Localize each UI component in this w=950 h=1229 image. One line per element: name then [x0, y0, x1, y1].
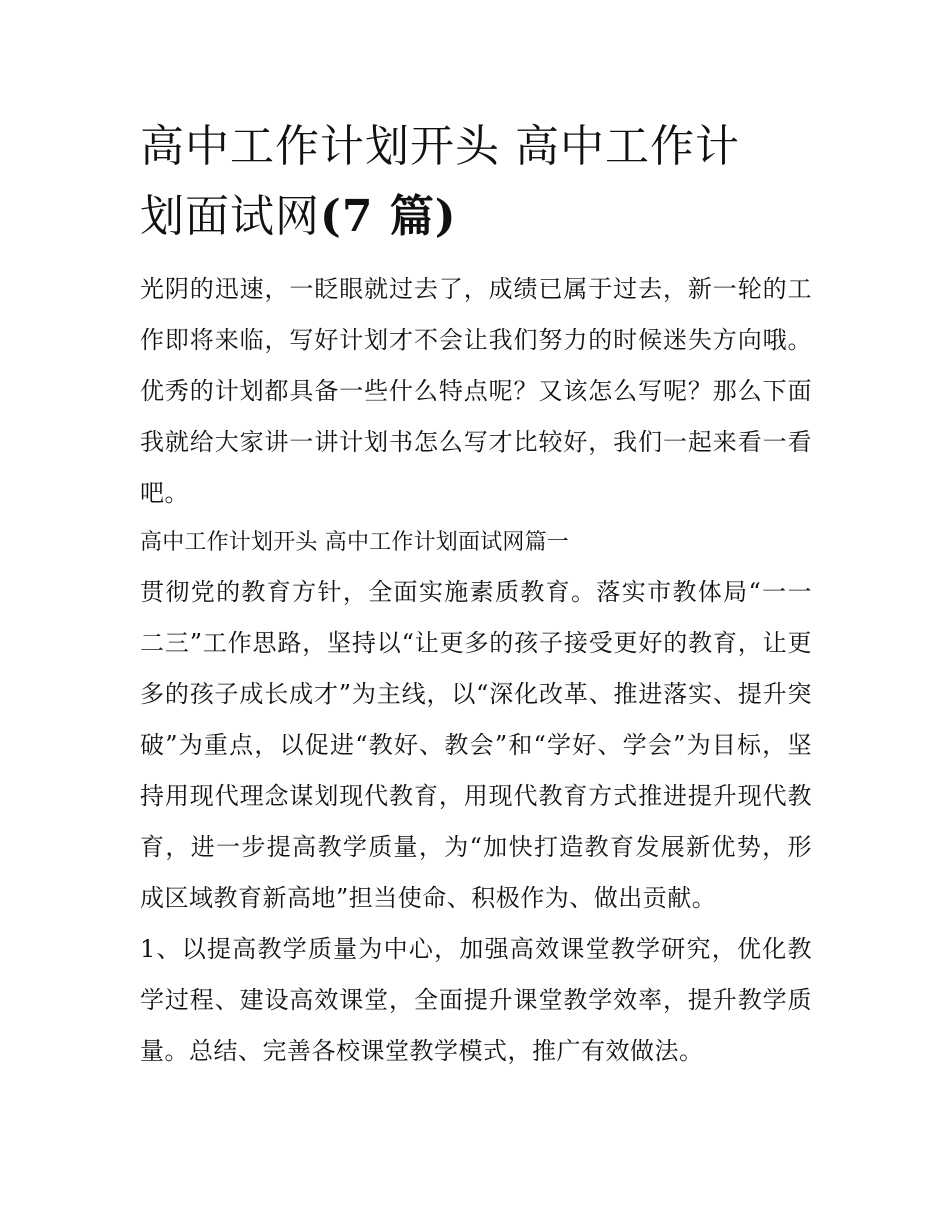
document-content — [140, 112, 812, 1077]
intro-paragraph: 光阴的迅速，一眨眼就过去了，成绩已属于过去，新一轮的工作即将来临，写好计划才不会让我们努力的时候迷失方向哦。优秀的计划都具备一些什么特点呢？又该怎么写呢？那么下面我就给大家讲一讲计划书怎么写才比较好，我们一起来看一看吧。 — [140, 275, 812, 507]
title-count: (7 篇) — [320, 191, 457, 242]
body-paragraph-numbered: 1、以提高教学质量为中心，加强高效课堂教学研究，优化教学过程、建设高效课堂，全面提升课堂教学效率，提升教学质量。总结、完善各校课堂教学模式，推广有效做法。 — [140, 935, 812, 1065]
section-heading: 高中工作计划开头 高中工作计划面试网篇一 — [140, 530, 569, 555]
title-line-2: 划面试网 — [140, 191, 320, 242]
body-paragraph: 贯彻党的教育方针，全面实施素质教育。落实市教体局“一一二三”工作思路，坚持以“让更多的孩子接受更好的教育，让更多的孩子成长成才”为主线，以“深化改革、推进落实、提升突破”为重点，以促进“教好、教会”和“学好、学会”为目标，坚持用现代理念谋划现代教育，用现代教育方式推进提升现代教育，进一步提高教学质量，为“加快打造教育发展新优势，形成区域教育新高地”担当使命、积极作为、做出贡献。 — [140, 578, 812, 912]
title-line-1: 高中工作计划开头 高中工作计 — [140, 121, 740, 172]
document-title — [140, 112, 812, 252]
